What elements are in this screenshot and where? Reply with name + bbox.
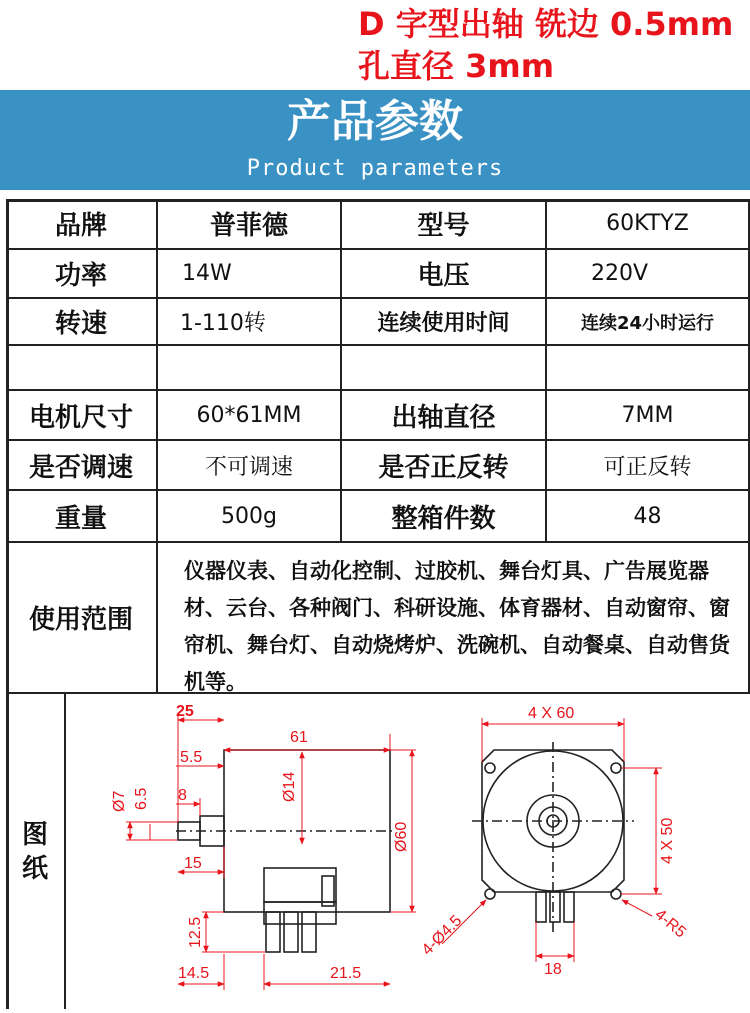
dim-radius: 4-R5 xyxy=(651,906,689,942)
shaft-diameter-value: 7MM xyxy=(547,391,750,441)
drawing-label: 图纸 xyxy=(6,694,66,1009)
reversible-label: 是否正反转 xyxy=(342,441,547,491)
voltage-label: 电压 xyxy=(342,250,547,299)
banner-title: 产品参数 xyxy=(287,96,463,147)
dim-21-5: 21.5 xyxy=(330,965,362,982)
shaft-note-line1: D 字型出轴 铣边 0.5mm xyxy=(358,5,734,43)
dim-d14: Ø14 xyxy=(281,771,298,802)
model-label: 型号 xyxy=(342,199,547,250)
dim-18: 18 xyxy=(544,961,562,978)
shaft-note-line2: 孔直径 3mm xyxy=(358,47,555,85)
weight-value: 500g xyxy=(158,491,342,543)
dim-25: 25 xyxy=(176,703,194,720)
weight-label: 重量 xyxy=(6,491,158,543)
brand-label: 品牌 xyxy=(6,199,158,250)
voltage-value: 220V xyxy=(547,250,750,299)
motor-size-label: 电机尺寸 xyxy=(6,391,158,441)
dim-6-5: 6.5 xyxy=(133,787,150,810)
dim-8: 8 xyxy=(178,787,187,804)
dim-d60: Ø60 xyxy=(393,821,410,852)
front-view-outline xyxy=(472,742,634,934)
dim-15: 15 xyxy=(184,855,202,872)
empty-cell xyxy=(342,346,547,391)
box-quantity-value: 48 xyxy=(547,491,750,543)
dim-4x50: 4 X 50 xyxy=(659,817,676,864)
usage-value: 仪器仪表、自动化控制、过胶机、舞台灯具、广告展览器材、云台、各种阀门、科研设施、体育器材、自动窗帘、窗帘机、舞台灯、自动烧烤炉、洗碗机、自动餐桌、自动售货机等。 xyxy=(158,543,750,694)
dim-14-5: 14.5 xyxy=(178,965,210,982)
empty-cell xyxy=(6,346,158,391)
box-quantity-label: 整箱件数 xyxy=(342,491,547,543)
power-label: 功率 xyxy=(6,250,158,299)
speed-value: 1-110转 xyxy=(158,299,342,346)
runtime-value: 连续24小时运行 xyxy=(547,299,750,346)
motor-size-value: 60*61MM xyxy=(158,391,342,441)
dim-d7: Ø7 xyxy=(111,790,128,812)
empty-cell xyxy=(158,346,342,391)
dim-61: 61 xyxy=(290,729,308,746)
usage-label: 使用范围 xyxy=(6,543,158,694)
drawing-svg xyxy=(66,694,750,1009)
shaft-diameter-label: 出轴直径 xyxy=(342,391,547,441)
runtime-label: 连续使用时间 xyxy=(342,299,547,346)
motor-dimension-drawing xyxy=(66,694,750,1009)
dim-holes: 4-Ø4.5 xyxy=(418,912,466,959)
dim-5-5: 5.5 xyxy=(180,749,203,766)
dim-4x60: 4 X 60 xyxy=(528,705,575,722)
power-value: 14W xyxy=(158,250,342,299)
speed-label: 转速 xyxy=(6,299,158,346)
speed-adjust-label: 是否调速 xyxy=(6,441,158,491)
reversible-value: 可正反转 xyxy=(547,441,750,491)
brand-value: 普菲德 xyxy=(158,199,342,250)
dim-12-5: 12.5 xyxy=(187,916,204,948)
model-value: 60KTYZ xyxy=(547,199,750,250)
speed-adjust-value: 不可调速 xyxy=(158,441,342,491)
empty-cell xyxy=(547,346,750,391)
section-banner xyxy=(0,90,750,190)
banner-subtitle: Product parameters xyxy=(246,156,504,181)
